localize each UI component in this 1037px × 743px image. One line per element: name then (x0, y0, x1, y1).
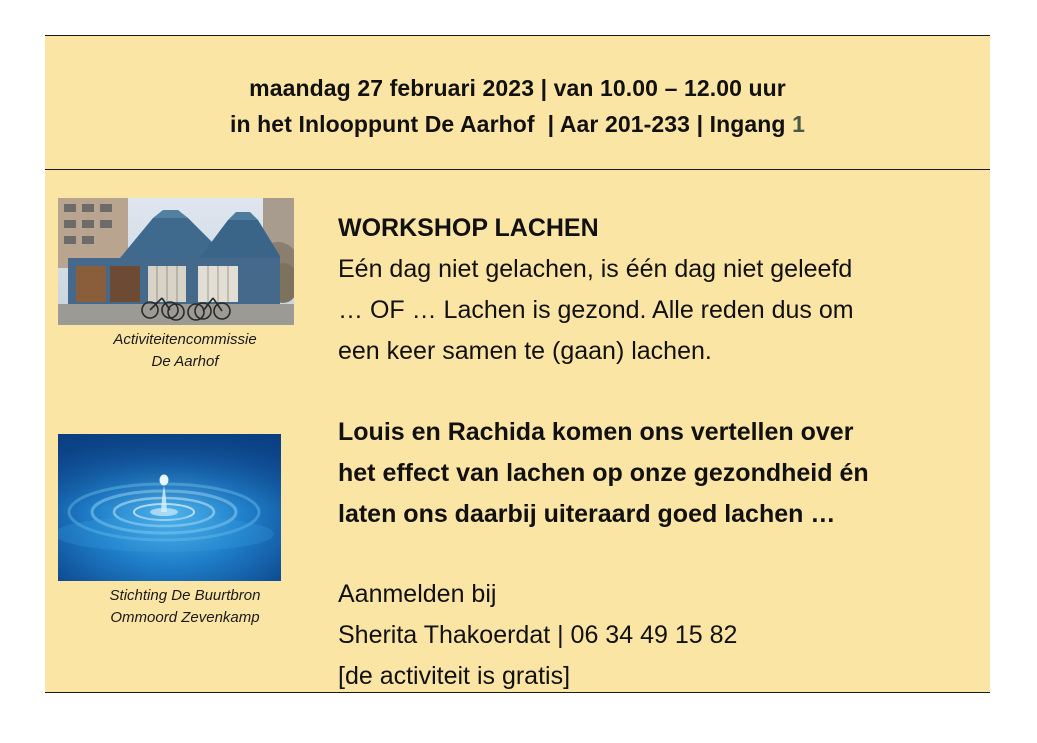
building-photo-image (58, 198, 294, 325)
signup-contact: Sherita Thakoerdat | 06 34 49 15 82 (338, 621, 738, 649)
caption-line: Activiteitencommissie (113, 331, 257, 348)
workshop-tagline (338, 249, 978, 372)
workshop-title: WORKSHOP LACHEN (338, 214, 599, 242)
building-photo (58, 198, 294, 325)
water-drop-photo (58, 434, 281, 581)
tagline-line: … OF … Lachen is gezond. Alle reden dus om (338, 296, 854, 324)
entrance-number: 1 (792, 111, 805, 137)
tagline-line: Eén dag niet gelachen, is één dag niet geleefd (338, 255, 853, 283)
speakers-line: Louis en Rachida komen ons vertellen over (338, 418, 854, 446)
signup-label: Aanmelden bij (338, 580, 497, 608)
signup-info (338, 574, 978, 697)
building-photo-caption (75, 329, 295, 373)
water-drop-photo-image (58, 434, 281, 581)
event-location (45, 108, 990, 141)
workshop-speakers (338, 412, 978, 535)
caption-line: Ommoord Zevenkamp (110, 609, 260, 626)
water-drop-photo-caption (75, 585, 295, 629)
caption-line: De Aarhof (151, 353, 219, 370)
event-header (45, 36, 990, 170)
flyer (45, 35, 990, 693)
caption-line: Stichting De Buurtbron (109, 587, 261, 604)
signup-price-note: [de activiteit is gratis] (338, 662, 571, 690)
event-location-text: in het Inlooppunt De Aarhof | Aar 201-233 | Ingang (230, 111, 793, 137)
speakers-line: laten ons daarbij uiteraard goed lachen … (338, 500, 836, 528)
speakers-line: het effect van lachen op onze gezondheid én (338, 459, 869, 487)
event-date-time: maandag 27 februari 2023 | van 10.00 – 12.00 uur (249, 75, 786, 101)
tagline-line: een keer samen te (gaan) lachen. (338, 337, 712, 365)
